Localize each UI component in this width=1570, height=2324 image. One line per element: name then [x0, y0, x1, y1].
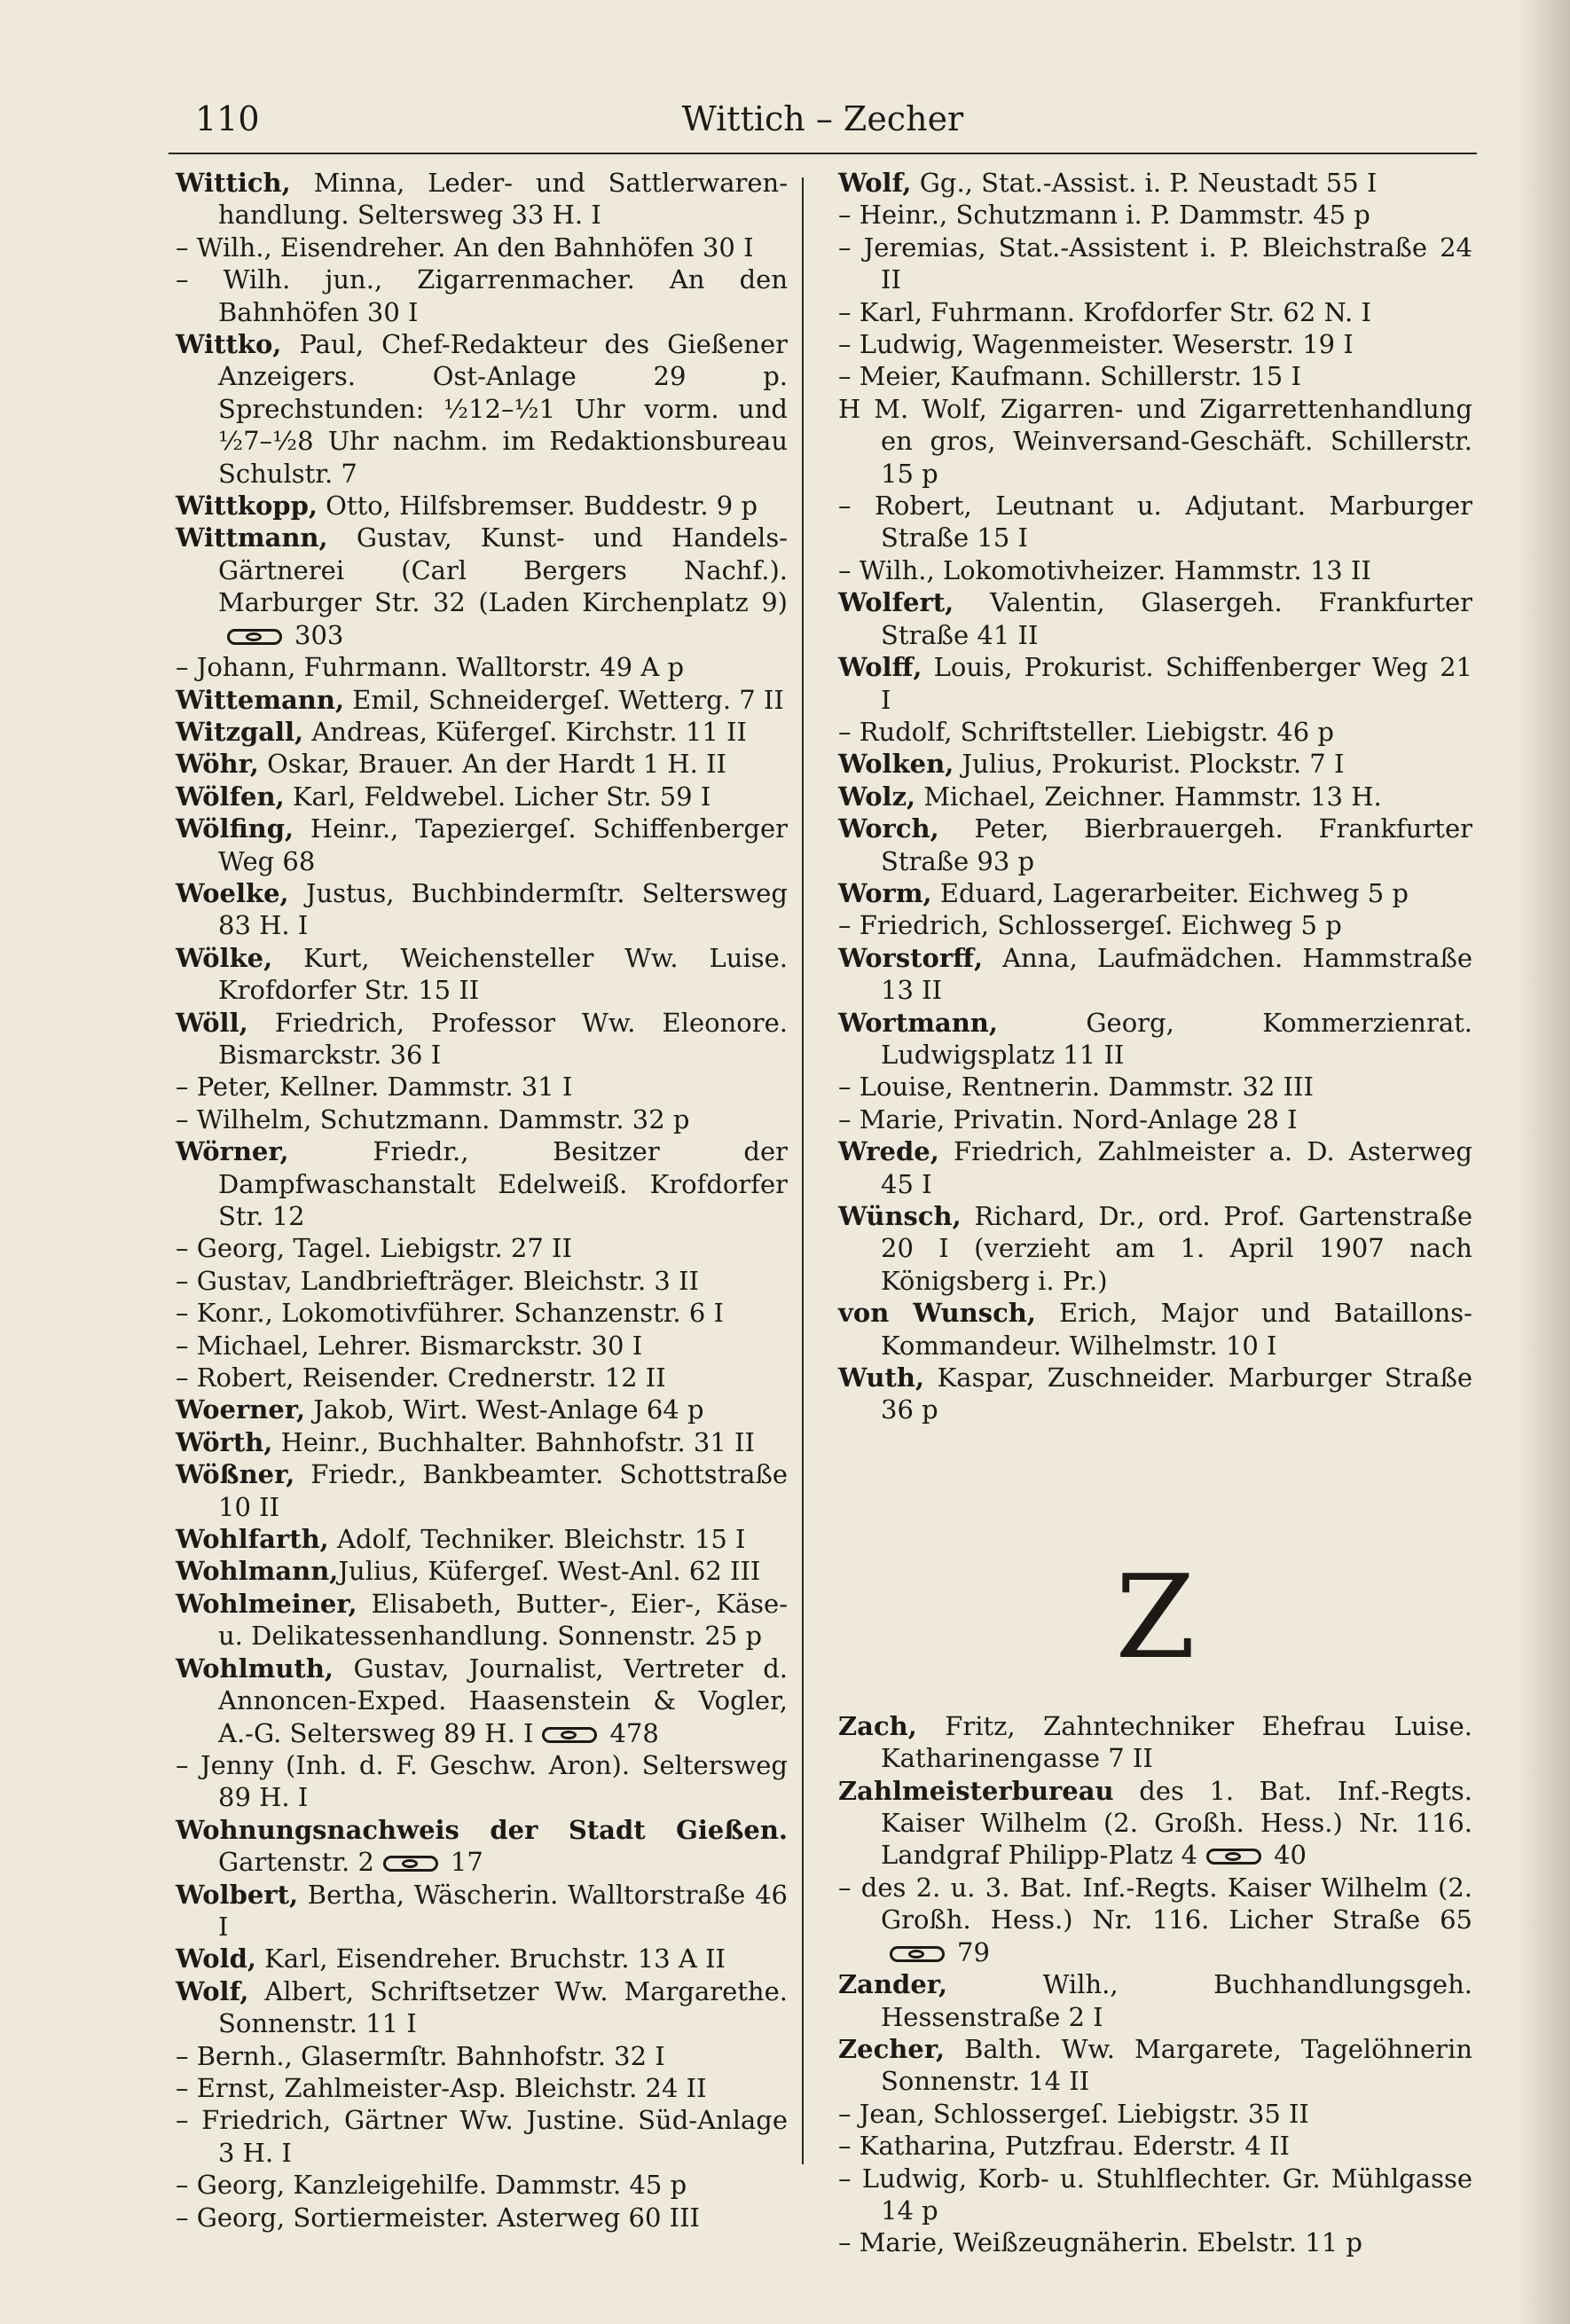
telephone-number: 303: [294, 619, 344, 650]
directory-entry: [838, 490, 1472, 554]
directory-entry: [176, 781, 788, 813]
entry-text: – Marie, Privatin. Nord-Anlage 28 I: [838, 1103, 1298, 1135]
entry-text: – Michael, Lehrer. Bismarckstr. 30 I: [176, 1330, 643, 1361]
entry-name: Zach,: [838, 1710, 917, 1741]
entry-text: – Jeremias, Stat.-Assistent i. P. Bleichstraße 24 II: [838, 232, 1472, 295]
directory-entry: [838, 1007, 1472, 1072]
page-number: 110: [195, 99, 260, 138]
directory-entry: [176, 813, 788, 877]
entry-text: Adolf, Techniker. Bleichstr. 15 I: [328, 1524, 746, 1555]
entry-name: von Wunsch,: [838, 1298, 1036, 1329]
entry-name: Wolf,: [838, 168, 912, 198]
entry-name: Wöhr,: [176, 749, 259, 780]
directory-entry: [838, 716, 1472, 748]
directory-entry: [838, 1200, 1472, 1297]
directory-entry: [838, 781, 1472, 813]
entry-name: Wolf,: [176, 1975, 249, 2006]
entry-text: Fritz, Zahntechniker Ehefrau Luise. Katharinengasse 7 II: [881, 1710, 1472, 1774]
telephone-icon: [890, 1946, 945, 1962]
directory-entry: [838, 877, 1472, 909]
entry-name: Wortmann,: [838, 1007, 998, 1038]
letter-heading: Z: [1115, 1549, 1196, 1684]
entry-text: Friedr., Besitzer der Dampfwaschanstalt Edelweiß. Krofdorfer Str. 12: [218, 1136, 788, 1231]
directory-entry: [838, 586, 1472, 651]
entry-text: Erich, Major und Bataillons-Kommandeur. Wilhelmstr. 10 I: [881, 1298, 1472, 1361]
entry-text: Gartenstr. 2: [218, 1847, 374, 1878]
directory-entry: [838, 2226, 1472, 2258]
entry-text: – Konr., Lokomotivführer. Schanzenstr. 6 I: [176, 1298, 724, 1329]
directory-entry: [176, 1523, 788, 1555]
entry-text: Karl, Feldwebel. Licher Str. 59 I: [284, 781, 711, 812]
directory-entry: [176, 1007, 788, 1072]
directory-entry: [176, 1362, 788, 1394]
entry-text: Emil, Schneidergeſ. Wetterg. 7 II: [344, 684, 784, 715]
entry-text: Minna, Leder- und Sattlerwaren-handlung. Seltersweg 33 H. I: [218, 168, 788, 231]
directory-entry: [176, 1975, 788, 2040]
directory-entry: [176, 1426, 788, 1458]
directory-entry: [838, 2130, 1472, 2162]
directory-entry: [176, 2072, 788, 2104]
entry-name: Zahlmeisterbureau: [838, 1775, 1114, 1806]
entry-name: Wölfen,: [176, 781, 285, 812]
entry-text: Oskar, Brauer. An der Hardt 1 H. II: [258, 749, 727, 780]
entry-text: Kurt, Weichensteller Ww. Luise. Krofdorfer Str. 15 II: [218, 942, 788, 1006]
telephone-icon: [227, 629, 282, 645]
directory-entry: [176, 1458, 788, 1523]
directory-entry: [176, 716, 788, 748]
directory-entry: [838, 1103, 1472, 1135]
directory-entry: [176, 1653, 788, 1749]
directory-entry: [176, 1814, 788, 1879]
directory-entry: [176, 1749, 788, 1814]
entry-text: Heinr., Buchhalter. Bahnhofstr. 31 II: [272, 1426, 755, 1457]
directory-entry: [838, 748, 1472, 780]
entry-name: Wörth,: [176, 1426, 273, 1457]
entry-name: Wittkopp,: [176, 491, 318, 522]
directory-entry: [838, 1135, 1472, 1200]
entry-name: Wohlfarth,: [176, 1524, 329, 1555]
entry-text: Kaspar, Zuschneider. Marburger Straße 36 p: [881, 1362, 1472, 1425]
directory-entry: [176, 1232, 788, 1264]
directory-entry: [176, 1103, 788, 1135]
entry-text: Friedr., Bankbeamter. Schottstraße 10 II: [218, 1459, 788, 1522]
entry-text: – Karl, Fuhrmann. Krofdorfer Str. 62 N. I: [838, 296, 1371, 327]
directory-entry: [838, 554, 1472, 586]
entry-text: Eduard, Lagerarbeiter. Eichweg 5 p: [931, 877, 1409, 908]
column-divider: [802, 177, 804, 2164]
entry-name: Wölke,: [176, 942, 273, 973]
entry-name: Worm,: [838, 877, 932, 908]
entry-name: Witzgall,: [176, 716, 304, 747]
entry-text: Richard, Dr., ord. Prof. Gartenstraße 20 I (verzieht am 1. April 1907 nach Königsberg i. Pr.): [881, 1201, 1472, 1296]
entry-text: – Ludwig, Wagenmeister. Weserstr. 19 I: [838, 329, 1354, 360]
entry-text: Michael, Zeichner. Hammstr. 13 H.: [915, 781, 1382, 812]
entry-name: Wolz,: [838, 781, 916, 812]
directory-entry: [176, 328, 788, 490]
entry-text: Anna, Laufmädchen. Hammstraße 13 II: [881, 942, 1472, 1006]
entry-text: – Wilh., Eisendreher. An den Bahnhöfen 30 I: [176, 232, 754, 263]
entry-name: Wolbert,: [176, 1879, 299, 1910]
entry-text: Gg., Stat.-Assist. i. P. Neustadt 55 I: [911, 168, 1378, 198]
directory-entry: [176, 2202, 788, 2234]
entry-text: – Ernst, Zahlmeister-Asp. Bleichstr. 24 II: [176, 2072, 707, 2103]
entry-text: Otto, Hilfsbremser. Buddestr. 9 p: [317, 491, 758, 522]
entry-name: Wölfing,: [176, 813, 294, 844]
directory-entry: [838, 1297, 1472, 1362]
directory-entry: [176, 2169, 788, 2201]
entry-text: – Bernh., Glasermſtr. Bahnhofstr. 32 I: [176, 2040, 665, 2071]
entry-name: Woelke,: [176, 877, 289, 908]
directory-entry: [838, 1968, 1472, 2033]
entry-text: Georg, Kommerzienrat. Ludwigsplatz 11 II: [881, 1007, 1472, 1070]
directory-entry: [176, 1943, 788, 1975]
entry-text: – Rudolf, Schriftsteller. Liebigstr. 46 p: [838, 716, 1334, 747]
entry-text: des 1. Bat. Inf.-Regts. Kaiser Wilhelm (2. Großh. Hess.) Nr. 116. Landgraf Philipp-Platz 4: [881, 1775, 1472, 1871]
entry-text: Albert, Schriftsetzer Ww. Margarethe. Sonnenstr. 11 I: [218, 1975, 788, 2039]
directory-entry: [176, 942, 788, 1007]
telephone-number: 17: [450, 1847, 483, 1878]
directory-entry: [176, 1297, 788, 1329]
entry-text: – Johann, Fuhrmann. Walltorstr. 49 A p: [176, 652, 685, 683]
directory-entry: [838, 909, 1472, 941]
directory-entry: [176, 1588, 788, 1653]
directory-entry: [838, 942, 1472, 1007]
entry-name: Wohlmann,: [176, 1556, 339, 1587]
entry-text: Friedrich, Professor Ww. Eleonore. Bismarckstr. 36 I: [218, 1007, 788, 1070]
entry-text: Gustav, Kunst- und Handels-Gärtnerei (Carl Bergers Nachf.). Marburger Str. 32 (Laden Kirchenplatz 9): [218, 522, 788, 618]
entry-name: Wuth,: [838, 1362, 925, 1394]
entry-name: Wohlmeiner,: [176, 1588, 357, 1619]
entry-text: – Friedrich, Gärtner Ww. Justine. Süd-Anlage 3 H. I: [176, 2105, 788, 2168]
entry-text: Wilh., Buchhandlungsgeh. Hessenstraße 2 I: [881, 1969, 1472, 2032]
entry-text: – Wilh. jun., Zigarrenmacher. An den Bahnhöfen 30 I: [176, 264, 788, 327]
entry-name: Wolff,: [838, 652, 922, 683]
right-column-top-entries: [838, 167, 1472, 1426]
left-column: [176, 167, 788, 2234]
entry-name: Wold,: [176, 1943, 256, 1975]
directory-entry: [176, 232, 788, 263]
entry-name: Wörner,: [176, 1136, 289, 1167]
directory-entry: [176, 1265, 788, 1297]
entry-text: Karl, Eisendreher. Bruchstr. 13 A II: [255, 1943, 726, 1975]
entry-text: Friedrich, Zahlmeister a. D. Asterweg 45 I: [881, 1136, 1472, 1199]
entry-text: Valentin, Glasergeh. Frankfurter Straße 41 II: [881, 587, 1472, 650]
entry-name: Wrede,: [838, 1136, 939, 1167]
entry-name: Wohlmuth,: [176, 1653, 334, 1684]
telephone-icon: [1206, 1849, 1261, 1865]
entry-text: Elisabeth, Butter-, Eier-, Käse- u. Delikatessenhandlung. Sonnenstr. 25 p: [218, 1588, 788, 1652]
entry-text: Balth. Ww. Margarete, Tagelöhnerin Sonnenstr. 14 II: [881, 2033, 1472, 2097]
running-head: Wittich – Zecher: [681, 99, 964, 138]
directory-entry: [838, 167, 1472, 199]
directory-entry: [838, 199, 1472, 231]
entry-text: – Robert, Reisender. Crednerstr. 12 II: [176, 1362, 666, 1394]
entry-name: Wolken,: [838, 749, 954, 780]
entry-text: Peter, Bierbrauergeh. Frankfurter Straße 93 p: [881, 813, 1472, 876]
entry-name: Woerner,: [176, 1394, 306, 1425]
entry-text: – des 2. u. 3. Bat. Inf.-Regts. Kaiser Wilhelm (2. Großh. Hess.) Nr. 116. Licher Straße 65: [838, 1872, 1472, 1935]
directory-entry: [838, 2163, 1472, 2227]
entry-text: Jakob, Wirt. West-Anlage 64 p: [305, 1394, 704, 1425]
entry-text: – Meier, Kaufmann. Schillerstr. 15 I: [838, 361, 1301, 392]
entry-name: Wößner,: [176, 1459, 295, 1490]
entry-name: Worstorff,: [838, 942, 984, 973]
telephone-icon: [383, 1856, 438, 1872]
entry-name: Wittich,: [176, 168, 291, 198]
entry-name: Wolfert,: [838, 587, 954, 618]
entry-text: – Jenny (Inh. d. F. Geschw. Aron). Seltersweg 89 H. I: [176, 1749, 788, 1813]
directory-entry: [838, 813, 1472, 877]
directory-entry: [176, 651, 788, 683]
directory-entry: [838, 1710, 1472, 1775]
entry-text: – Wilh., Lokomotivheizer. Hammstr. 13 II: [838, 554, 1371, 585]
directory-entry: [838, 360, 1472, 392]
entry-name: Zander,: [838, 1969, 948, 2000]
header-rule: [169, 153, 1477, 154]
directory-entry: [176, 263, 788, 328]
directory-entry: [176, 2040, 788, 2072]
entry-text: – Louise, Rentnerin. Dammstr. 32 III: [838, 1072, 1314, 1103]
directory-entry: [838, 393, 1472, 490]
entry-text: Julius, Prokurist. Plockstr. 7 I: [954, 749, 1345, 780]
directory-entry: [838, 1872, 1472, 1968]
entry-text: – Georg, Kanzleigehilfe. Dammstr. 45 p: [176, 2170, 687, 2201]
directory-entry: [176, 1071, 788, 1103]
directory-entry: [176, 1879, 788, 1943]
entry-text: – Peter, Kellner. Dammstr. 31 I: [176, 1072, 573, 1103]
entry-name: Wöll,: [176, 1007, 248, 1038]
directory-entry: [838, 1362, 1472, 1426]
entry-text: – Georg, Sortiermeister. Asterweg 60 III: [176, 2202, 701, 2233]
entry-name: Zecher,: [838, 2033, 946, 2064]
directory-entry: [838, 296, 1472, 328]
directory-entry: [176, 1394, 788, 1425]
directory-entry: [176, 748, 788, 780]
entry-text: – Marie, Weißzeugnäherin. Ebelstr. 11 p: [838, 2227, 1362, 2258]
directory-entry: [176, 2104, 788, 2169]
directory-entry: [176, 1555, 788, 1587]
entry-text: Julius, Küfergeſ. West-Anl. 62 III: [338, 1556, 761, 1587]
entry-text: Heinr., Tapeziergeſ. Schiffenberger Weg 68: [218, 813, 788, 876]
directory-entry: [176, 1135, 788, 1232]
directory-entry: [838, 232, 1472, 296]
directory-entry: [176, 1330, 788, 1362]
entry-name: Wittmann,: [176, 522, 328, 554]
page-edge-shadow: [1517, 0, 1570, 2324]
right-column-bottom-entries: [838, 1710, 1472, 2259]
entry-text: – Wilhelm, Schutzmann. Dammstr. 32 p: [176, 1103, 690, 1135]
directory-entry: [176, 490, 788, 522]
entry-name: Wünsch,: [838, 1201, 962, 1231]
page-header: [169, 99, 1477, 153]
entry-text: Paul, Chef-Redakteur des Gießener Anzeigers. Ost-Anlage 29 p. Sprechstunden: ½12–½1 Uhr vorm. und ½7–½8 Uhr nachm. im Redaktionsbureau Schulstr. 7: [218, 329, 788, 489]
entry-text: – Robert, Leutnant u. Adjutant. Marburger Straße 15 I: [838, 491, 1472, 554]
directory-entry: [176, 167, 788, 232]
telephone-number: 478: [609, 1717, 659, 1748]
directory-entry: [838, 2033, 1472, 2098]
entry-name: Wittemann,: [176, 684, 345, 715]
entry-text: – Heinr., Schutzmann i. P. Dammstr. 45 p: [838, 200, 1370, 231]
entry-name: Worch,: [838, 813, 939, 844]
entry-text: Louis, Prokurist. Schiffenberger Weg 21 I: [881, 652, 1472, 715]
telephone-number: 40: [1274, 1840, 1307, 1871]
entry-text: – Gustav, Landbriefträger. Bleichstr. 3 II: [176, 1265, 699, 1296]
directory-entry: [176, 522, 788, 651]
entry-text: Justus, Buchbindermſtr. Seltersweg 83 H. I: [218, 877, 788, 941]
directory-entry: [838, 328, 1472, 360]
entry-text: Andreas, Küfergeſ. Kirchstr. 11 II: [303, 716, 747, 747]
directory-entry: [838, 1775, 1472, 1872]
directory-entry: [176, 877, 788, 942]
entry-text: – Friedrich, Schlossergeſ. Eichweg 5 p: [838, 910, 1342, 941]
entry-text: Gustav, Journalist, Vertreter d. Annoncen-Exped. Haasenstein & Vogler, A.-G. Seltersweg 89 H. I: [218, 1653, 788, 1748]
entry-text: Bertha, Wäscherin. Walltorstraße 46 I: [218, 1879, 788, 1942]
entry-name: Wohnungsnachweis der Stadt Gießen.: [176, 1814, 788, 1845]
entry-text: – Georg, Tagel. Liebigstr. 27 II: [176, 1233, 572, 1264]
right-column: [838, 167, 1472, 2259]
entry-text: – Katharina, Putzfrau. Ederstr. 4 II: [838, 2131, 1290, 2162]
entry-text: – Jean, Schlossergeſ. Liebigstr. 35 II: [838, 2098, 1309, 2129]
entry-text: – Ludwig, Korb- u. Stuhlflechter. Gr. Mühlgasse 14 p: [838, 2163, 1472, 2226]
directory-entry: [838, 651, 1472, 716]
telephone-icon: [542, 1727, 597, 1743]
entry-text: H M. Wolf, Zigarren- und Zigarrettenhandlung en gros, Weinversand-Geschäft. Schillerstr. 15 p: [838, 393, 1472, 489]
directory-entry: [838, 1071, 1472, 1103]
directory-entry: [838, 2098, 1472, 2130]
entry-name: Wittko,: [176, 329, 282, 360]
telephone-number: 79: [957, 1936, 990, 1967]
directory-entry: [176, 684, 788, 716]
